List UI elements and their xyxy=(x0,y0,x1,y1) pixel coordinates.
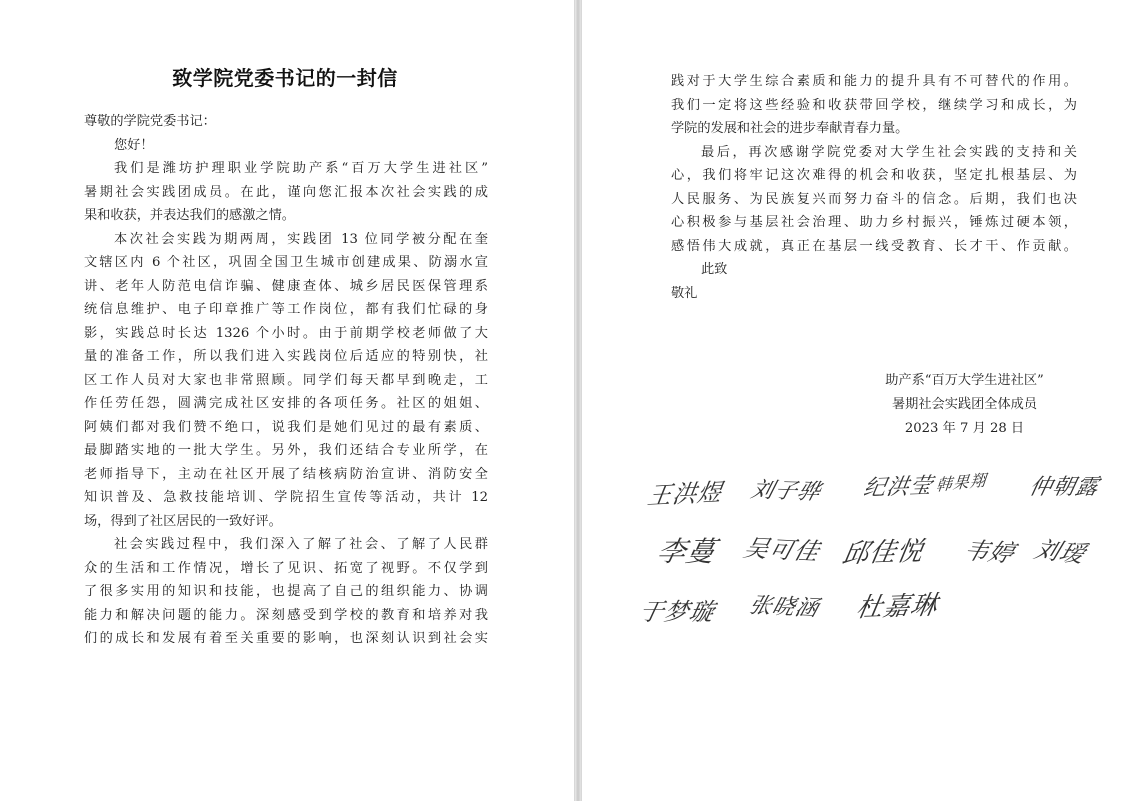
text-line: 能力和解决问题的能力。深刻感受到学校的教育和培养对我 xyxy=(84,607,488,623)
signature: 于梦璇 xyxy=(636,598,718,626)
text-line: 老师指导下，主动在社区开展了结核病防治宣讲、消防安全 xyxy=(84,466,488,482)
page-divider xyxy=(574,0,582,801)
signature: 王洪煜 xyxy=(645,477,725,511)
text-line: 影，实践总时长达 1326 个小时。由于前期学校老师做了大 xyxy=(84,325,488,341)
signature: 张晓涵 xyxy=(746,593,822,622)
text-line: 学院的发展和社会的进步奉献青春力量。 xyxy=(671,121,909,136)
text-line: 此致 xyxy=(701,262,728,277)
text-line: 文辖区内 6 个社区，巩固全国卫生城市创建成果、防溺水宣 xyxy=(84,255,488,270)
text-line: 心积极参与基层社会治理、助力乡村振兴，锤炼过硬本领， xyxy=(671,215,1077,230)
text-line: 感悟伟大成就，真正在基层一线受教育、长才干、作贡献。 xyxy=(671,238,1077,254)
text-line: 作任劳任怨，圆满完成社区安排的各项任务。社区的姐姐、 xyxy=(84,396,488,411)
signature: 仲朝露 xyxy=(1026,475,1102,500)
signature: 邱佳悦 xyxy=(839,536,927,570)
text-line: 讲、老年人防范电信诈骗、健康查体、城乡居民医保管理系 xyxy=(84,278,488,294)
text-line: 暑期社会实践团成员。在此，谨向您汇报本次社会实践的成 xyxy=(84,184,488,200)
text-line: 心，我们将牢记这次难得的机会和收获，坚定扎根基层、为 xyxy=(671,168,1077,183)
text-line: 阿姨们都对我们赞不绝口，说我们是她们见过的最有素质、 xyxy=(84,419,488,435)
text-line: 践对于大学生综合素质和能力的提升具有不可替代的作用。 xyxy=(671,74,1077,89)
right-page xyxy=(582,0,1140,801)
text-line: 敬礼 xyxy=(671,285,698,301)
text-line: 们的成长和发展有着至关重要的影响，也深刻认识到社会实 xyxy=(84,631,488,646)
signature: 刘瑷 xyxy=(1030,535,1090,569)
text-line: 人民服务、为民族复兴而努力奋斗的信念。后期，我们也决 xyxy=(671,191,1077,207)
text-line: 社会实践过程中，我们深入了解了社会、了解了人民群 xyxy=(114,537,488,552)
signature: 韩果翔 xyxy=(935,470,988,495)
signature: 李蔓 xyxy=(654,535,720,568)
text-line: 量的准备工作，所以我们进入实践岗位后适应的特别快，社 xyxy=(84,349,488,364)
text-line: 统信息维护、电子印章推广等工作岗位，都有我们忙碌的身 xyxy=(84,302,488,317)
signature: 纪洪莹 xyxy=(861,473,935,502)
text-line: 众的生活和工作情况，增长了见识、拓宽了视野。不仅学到 xyxy=(84,560,488,576)
left-body-text xyxy=(84,110,488,651)
sign-team: 暑期社会实践团全体成员 xyxy=(891,397,1038,412)
signature: 杜嘉琳 xyxy=(853,590,941,624)
signature: 刘子骅 xyxy=(748,477,824,506)
text-line: 果和收获，并表达我们的感激之情。 xyxy=(84,208,295,223)
text-line: 了很多实用的知识和技能，也提高了自己的组织能力、协调 xyxy=(84,584,488,599)
text-line: 您好！ xyxy=(114,137,154,153)
text-line: 区工作人员对大家也非常照顾。同学们每天都早到晚走，工 xyxy=(84,372,488,388)
text-line: 我们一定将这些经验和收获带回学校，继续学习和成长，为 xyxy=(671,97,1077,113)
text-line: 我们是潍坊护理职业学院助产系“百万大学生进社区” xyxy=(114,161,488,176)
signature-block xyxy=(832,369,1097,441)
text-line: 知识普及、急救技能培训、学院招生宣传等活动，共计 12 xyxy=(84,490,488,505)
text-line: 最后，再次感谢学院党委对大学生社会实践的支持和关 xyxy=(701,144,1077,160)
text-line: 本次社会实践为期两周，实践团 13 位同学被分配在奎 xyxy=(114,231,488,247)
signature: 韦婷 xyxy=(960,536,1019,568)
sign-date: 2023 年 7 月 28 日 xyxy=(904,421,1025,436)
sign-department: 助产系“百万大学生进社区” xyxy=(885,373,1044,388)
signature: 吴可佳 xyxy=(740,534,823,566)
text-line: 最脚踏实地的一批大学生。另外，我们还结合专业所学，在 xyxy=(84,443,488,458)
right-body-text xyxy=(671,70,1077,305)
letter-title: 致学院党委书记的一封信 xyxy=(172,66,398,90)
text-line: 尊敬的学院党委书记： xyxy=(84,114,216,129)
text-line: 场，得到了社区居民的一致好评。 xyxy=(84,513,282,529)
